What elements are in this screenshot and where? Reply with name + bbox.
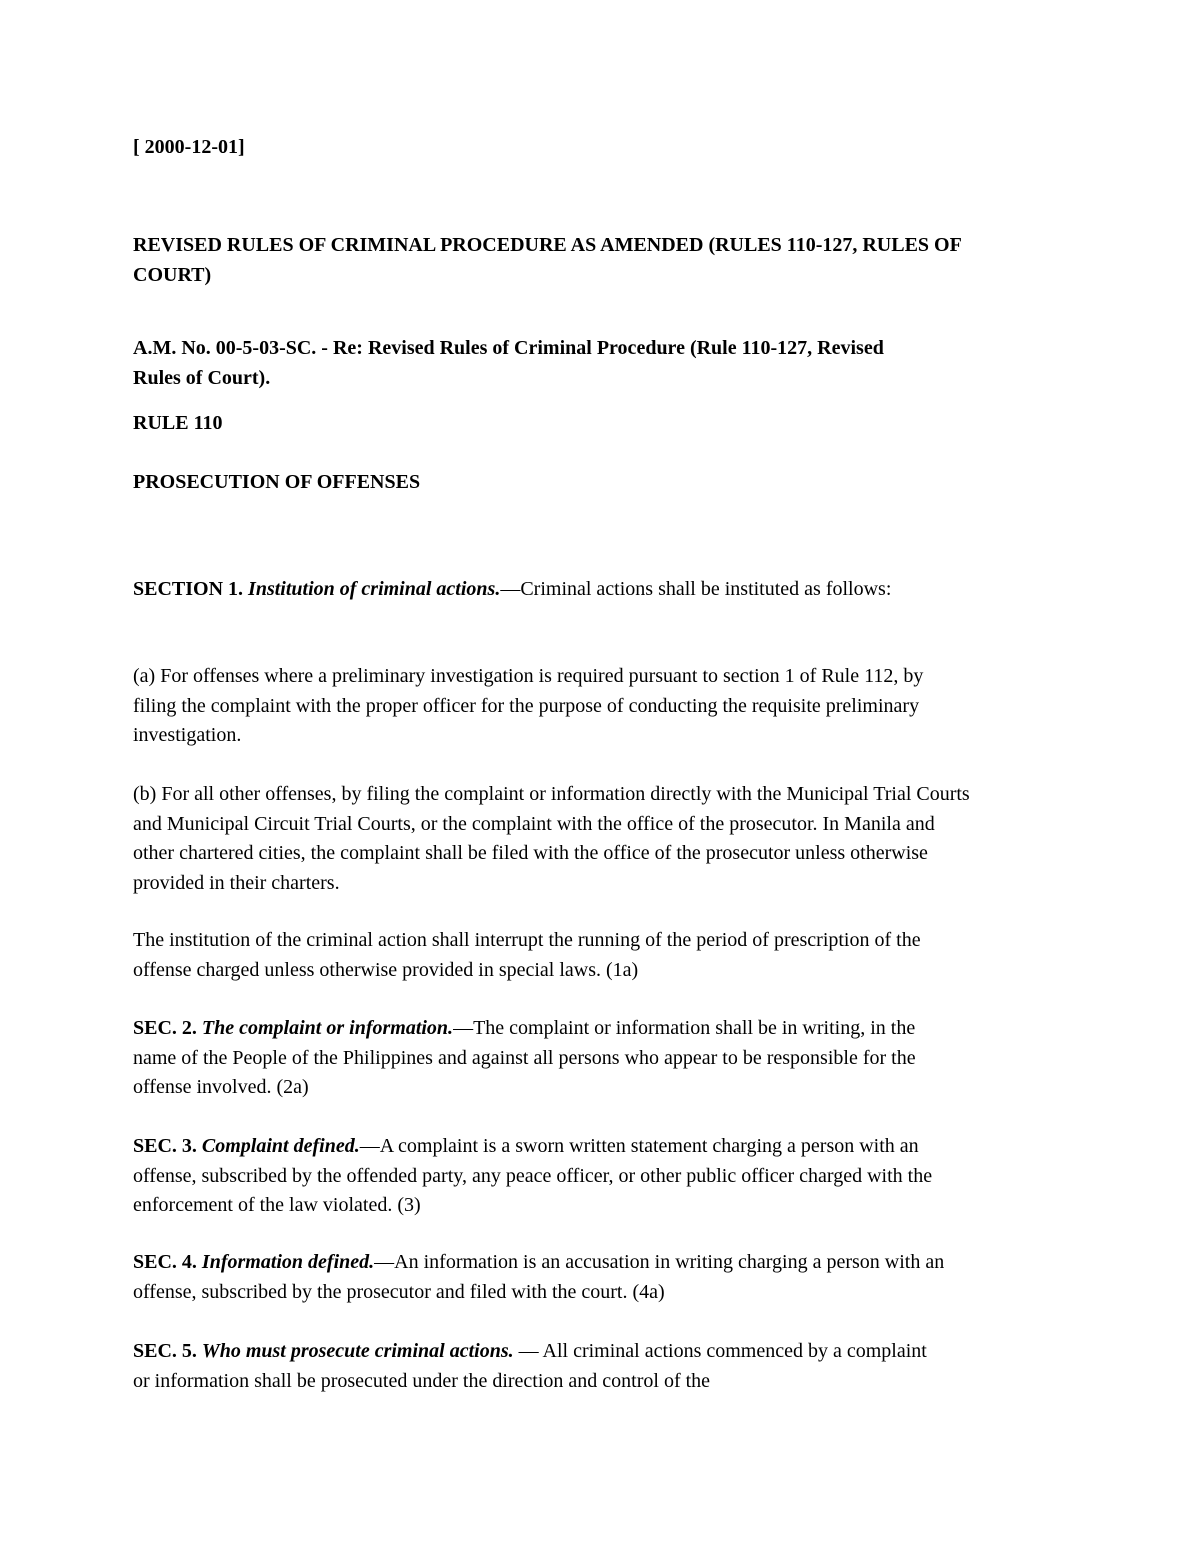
paragraph-b: (b) For all other offenses, by filing the complaint or information directly with the Municipal Trial Courts and Municipal Circuit Trial Courts, or the complaint with the office of the prosecutor. In Manila and other chartered cities, the complaint shall be filed with the office of the prosecutor unless otherwise provided in their charters. <box>133 783 970 894</box>
section-1-label: SECTION 1. <box>133 578 249 600</box>
paragraph-interruption: The institution of the criminal action shall interrupt the running of the period of prescription of the offense charged unless otherwise provided in special laws. (1a) <box>133 929 921 981</box>
section-5 <box>133 1337 933 1396</box>
rule-number: RULE 110 <box>133 412 223 434</box>
section-3-text: —A complaint is a sworn written statement charging a person with an offense, subscribed by the offended party, any peace officer, or other public officer charged with the enforcement of the law violated. (3) <box>133 1135 933 1216</box>
date-line: [ 2000-12-01] <box>133 136 245 158</box>
section-5-title: Who must prosecute criminal actions. <box>201 1340 514 1362</box>
section-1 <box>133 575 933 605</box>
section-2-text: —The complaint or information shall be in writing, in the name of the People of the Philippines and against all persons who appear to be responsible for the offense involved. (2a) <box>133 1017 916 1098</box>
section-4-label: SEC. 4. <box>133 1251 202 1273</box>
section-2 <box>133 1014 963 1103</box>
section-4-text: —An information is an accusation in writing charging a person with an offense, subscribed by the prosecutor and filed with the court. (4a) <box>133 1251 945 1303</box>
paragraph-a: (a) For offenses where a preliminary investigation is required pursuant to section 1 of Rule 112, by filing the complaint with the proper officer for the purpose of conducting the requisite preliminary investigation. <box>133 665 924 746</box>
section-3-label: SEC. 3. <box>133 1135 202 1157</box>
section-1-text: —Criminal actions shall be instituted as follows: <box>500 578 892 600</box>
section-3-title: Complaint defined. <box>201 1135 360 1157</box>
section-5-label: SEC. 5. <box>133 1340 202 1362</box>
section-4-title: Information defined. <box>201 1251 375 1273</box>
document-title: REVISED RULES OF CRIMINAL PROCEDURE AS AMENDED (RULES 110-127, RULES OF COURT) <box>133 234 962 286</box>
section-2-label: SEC. 2. <box>133 1017 202 1039</box>
section-4 <box>133 1248 973 1307</box>
section-5-text: — All criminal actions commenced by a complaint or information shall be prosecuted under the direction and control of the <box>133 1340 927 1392</box>
section-1-title: Institution of criminal actions. <box>248 578 501 600</box>
rule-title: PROSECUTION OF OFFENSES <box>133 471 421 493</box>
document-subtitle: A.M. No. 00-5-03-SC. - Re: Revised Rules of Criminal Procedure (Rule 110-127, Revised Rules of Court). <box>133 337 884 389</box>
section-3 <box>133 1132 963 1221</box>
section-2-title: The complaint or information. <box>201 1017 454 1039</box>
